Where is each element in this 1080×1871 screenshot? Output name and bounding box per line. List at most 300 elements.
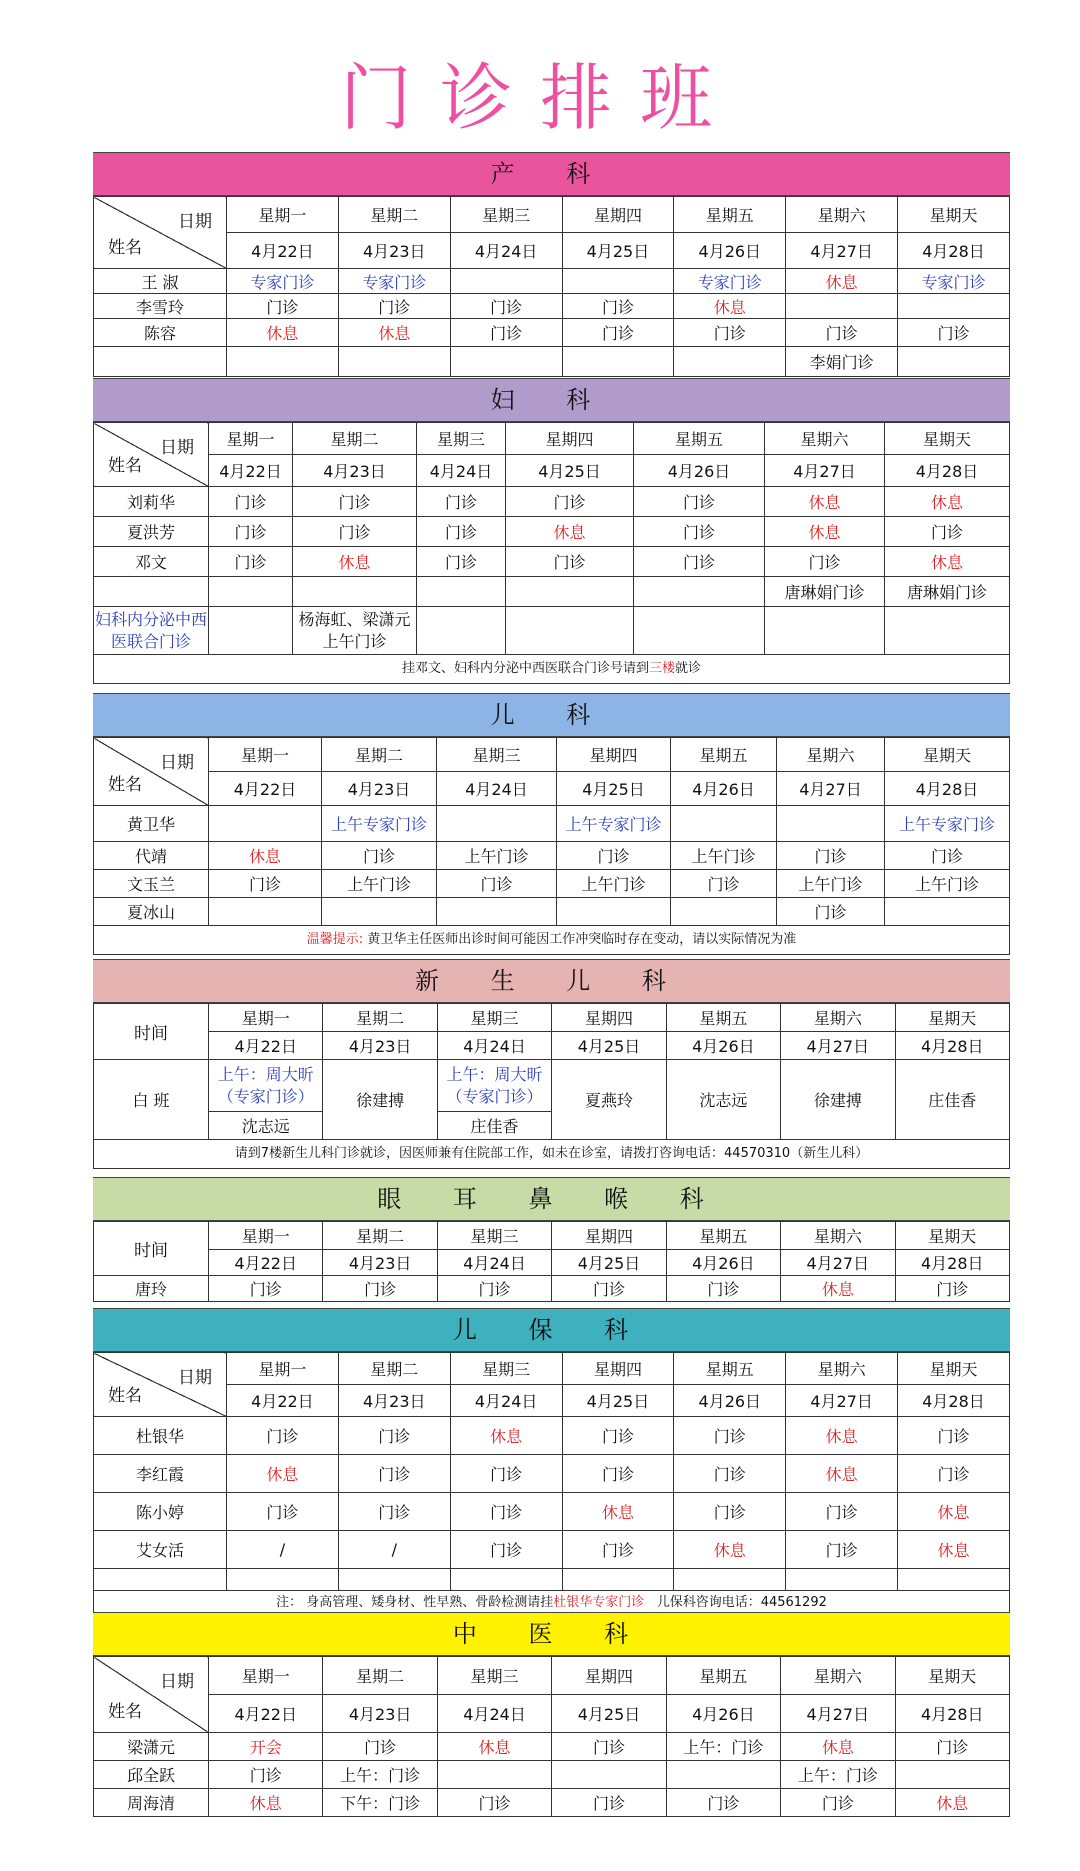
schedule-cell (506, 607, 634, 655)
date-header: 4月27日 (781, 1032, 895, 1060)
day-header: 星期一 (209, 738, 322, 772)
schedule-cell: 专家门诊 (227, 269, 339, 294)
schedule-cell: 休息 (674, 1531, 786, 1569)
schedule-cell: 上午门诊 (322, 870, 437, 898)
table-row (94, 517, 1010, 547)
schedule-cell: 门诊 (338, 294, 450, 319)
schedule-cell (674, 347, 786, 377)
schedule-cell: / (227, 1531, 339, 1569)
schedule-cell: 门诊 (562, 1417, 674, 1455)
date-header: 4月28日 (898, 1385, 1010, 1417)
schedule-cell: 门诊 (552, 1789, 666, 1817)
date-label: 日期 (160, 753, 194, 773)
schedule-cell (209, 607, 293, 655)
date-header: 4月26日 (634, 455, 765, 487)
schedule-cell: 休息 (562, 1493, 674, 1531)
schedule-cell (557, 898, 671, 926)
doctor-name: 文玉兰 (94, 870, 209, 898)
table-row (94, 842, 1010, 870)
schedule-cell: 门诊 (898, 1417, 1010, 1455)
schedule-cell: 门诊 (671, 870, 777, 898)
schedule-cell: 门诊 (209, 1276, 323, 1302)
schedule-cell: 夏燕玲 (552, 1060, 666, 1140)
doctor-name: 陈小婷 (94, 1493, 227, 1531)
schedule-cell: 门诊 (562, 1455, 674, 1493)
day-header: 星期天 (895, 1657, 1009, 1695)
date-header: 4月25日 (552, 1695, 666, 1733)
doctor-name: 王 淑 (94, 269, 227, 294)
note-highlight: 杜银华专家门诊 (553, 1595, 645, 1610)
schedule-cell: 上午专家门诊 (885, 806, 1010, 842)
header-corner (94, 197, 227, 269)
schedule-cell: 门诊 (885, 517, 1010, 547)
section-xinsheng (93, 959, 1010, 1169)
schedule-cell: 休息 (895, 1789, 1009, 1817)
section-note (93, 655, 1010, 684)
schedule-cell: 休息 (450, 1417, 562, 1455)
date-header: 4月28日 (895, 1032, 1009, 1060)
date-header: 4月24日 (437, 1250, 551, 1276)
table-row (94, 898, 1010, 926)
header-corner (94, 738, 209, 806)
schedule-cell (417, 607, 506, 655)
schedule-cell: 门诊 (209, 487, 293, 517)
day-header: 星期四 (506, 423, 634, 455)
table-row (94, 1276, 1010, 1302)
schedule-cell (765, 607, 885, 655)
schedule-cell: 门诊 (437, 870, 557, 898)
doctor-name (94, 347, 227, 377)
day-header: 星期四 (562, 1353, 674, 1385)
schedule-cell: 门诊 (562, 294, 674, 319)
schedule-cell (450, 1569, 562, 1591)
day-header: 星期一 (209, 1004, 323, 1032)
table-row (94, 294, 1010, 319)
schedule-cell: 门诊 (674, 1417, 786, 1455)
date-header: 4月24日 (417, 455, 506, 487)
day-header: 星期五 (674, 1353, 786, 1385)
schedule-cell (898, 347, 1010, 377)
date-header: 4月27日 (777, 772, 885, 806)
schedule-cell: 门诊 (209, 1761, 323, 1789)
schedule-cell: 门诊 (227, 1493, 339, 1531)
schedule-cell: 门诊 (293, 487, 417, 517)
day-header: 星期四 (557, 738, 671, 772)
schedule-cell: 李娟门诊 (786, 347, 898, 377)
doctor-name: 邓文 (94, 547, 209, 577)
schedule-cell: 唐琳娟门诊 (765, 577, 885, 607)
schedule-cell (562, 269, 674, 294)
date-header: 4月26日 (674, 1385, 786, 1417)
date-header: 4月22日 (227, 1385, 339, 1417)
schedule-cell: 休息 (885, 547, 1010, 577)
day-header: 星期三 (450, 1353, 562, 1385)
schedule-cell: 门诊 (666, 1789, 780, 1817)
schedule-cell (450, 269, 562, 294)
schedule-cell (437, 898, 557, 926)
day-header: 星期四 (552, 1657, 666, 1695)
name-label: 姓名 (108, 775, 142, 795)
day-header: 星期三 (437, 1657, 551, 1695)
section-erke (93, 693, 1010, 955)
doctor-name: 梁潇元 (94, 1733, 209, 1761)
day-header: 星期二 (338, 197, 450, 233)
schedule-cell: 门诊 (777, 898, 885, 926)
schedule-cell (895, 1761, 1009, 1789)
shift-label: 白 班 (94, 1060, 209, 1140)
section-title-bar: 眼 耳 鼻 喉 科 (93, 1177, 1010, 1221)
schedule-cell: 门诊 (786, 319, 898, 347)
doctor-name: 邱全跃 (94, 1761, 209, 1789)
doctor-name: 艾女活 (94, 1531, 227, 1569)
date-header: 4月28日 (885, 455, 1010, 487)
day-header: 星期六 (786, 197, 898, 233)
doctor-name: 李雪玲 (94, 294, 227, 319)
table-row (94, 487, 1010, 517)
day-header: 星期三 (437, 738, 557, 772)
note-text: 注： 身高管理、矮身材、性早熟、骨龄检测请挂 (276, 1595, 554, 1610)
day-header: 星期三 (437, 1004, 551, 1032)
schedule-cell: 休息 (227, 319, 339, 347)
name-label: 姓名 (108, 238, 142, 258)
schedule-cell: 门诊 (450, 1455, 562, 1493)
schedule-cell: 休息 (227, 1455, 339, 1493)
special-clinic-cell: 杨海虹、梁潇元上午门诊 (293, 607, 417, 655)
schedule-cell: 门诊 (209, 547, 293, 577)
schedule-cell: 专家门诊 (338, 269, 450, 294)
date-header: 4月27日 (786, 233, 898, 269)
section-fuke (93, 378, 1010, 684)
table-row (94, 547, 1010, 577)
schedule-cell (209, 806, 322, 842)
schedule-cell: 门诊 (338, 1493, 450, 1531)
schedule-cell: 门诊 (450, 319, 562, 347)
day-header: 星期二 (293, 423, 417, 455)
special-clinic-name: 妇科内分泌中西医联合门诊 (94, 607, 209, 655)
section-eyent (93, 1177, 1010, 1302)
schedule-cell: 门诊 (227, 294, 339, 319)
schedule-cell: 门诊 (293, 517, 417, 547)
schedule-cell (506, 577, 634, 607)
doctor-name: 周海清 (94, 1789, 209, 1817)
day-header: 星期五 (666, 1657, 780, 1695)
schedule-cell: 休息 (674, 294, 786, 319)
date-header: 4月24日 (450, 233, 562, 269)
schedule-cell: 上午专家门诊 (322, 806, 437, 842)
schedule-table (93, 737, 1010, 926)
schedule-cell: 门诊 (898, 319, 1010, 347)
schedule-cell: 休息 (786, 1417, 898, 1455)
table-row (94, 1733, 1010, 1761)
day-header: 星期一 (209, 1222, 323, 1250)
schedule-cell: 门诊 (634, 487, 765, 517)
doctor-name: 夏洪芳 (94, 517, 209, 547)
date-header: 4月23日 (293, 455, 417, 487)
schedule-cell: 上午门诊 (885, 870, 1010, 898)
schedule-cell: 门诊 (450, 294, 562, 319)
schedule-cell: 上午：门诊 (781, 1761, 895, 1789)
schedule-cell (437, 1761, 551, 1789)
schedule-cell: 休息 (786, 269, 898, 294)
date-header: 4月23日 (323, 1695, 437, 1733)
schedule-cell: 门诊 (417, 547, 506, 577)
date-header: 4月26日 (666, 1695, 780, 1733)
schedule-cell: 门诊 (895, 1733, 1009, 1761)
schedule-table (93, 1656, 1010, 1817)
schedule-cell: 门诊 (895, 1276, 1009, 1302)
note-text: 就诊 (675, 661, 702, 676)
schedule-cell (562, 1569, 674, 1591)
schedule-cell: 上午：周大昕（专家门诊） (437, 1060, 551, 1112)
section-title-bar: 新 生 儿 科 (93, 959, 1010, 1003)
date-header: 4月28日 (895, 1695, 1009, 1733)
date-header: 4月25日 (562, 1385, 674, 1417)
date-header: 4月22日 (209, 1695, 323, 1733)
header-corner (94, 1657, 209, 1733)
schedule-cell: 休息 (506, 517, 634, 547)
schedule-cell (786, 294, 898, 319)
day-header: 星期三 (450, 197, 562, 233)
schedule-cell: 门诊 (227, 1417, 339, 1455)
schedule-cell (209, 577, 293, 607)
schedule-cell: 庄佳香 (895, 1060, 1009, 1140)
date-label: 日期 (178, 1368, 212, 1388)
schedule-cell: 门诊 (562, 319, 674, 347)
schedule-cell: 门诊 (450, 1531, 562, 1569)
schedule-cell (786, 1569, 898, 1591)
doctor-name: 黄卫华 (94, 806, 209, 842)
schedule-cell: 门诊 (786, 1531, 898, 1569)
day-header: 星期四 (552, 1004, 666, 1032)
schedule-cell: 唐琳娟门诊 (885, 577, 1010, 607)
schedule-cell: 门诊 (634, 517, 765, 547)
day-header: 星期五 (674, 197, 786, 233)
schedule-cell: 门诊 (786, 1493, 898, 1531)
schedule-cell (885, 607, 1010, 655)
section-title-bar: 产 科 (93, 152, 1010, 196)
day-header: 星期二 (323, 1657, 437, 1695)
schedule-cell (552, 1761, 666, 1789)
day-header: 星期六 (765, 423, 885, 455)
schedule-cell: 门诊 (322, 842, 437, 870)
schedule-cell (437, 806, 557, 842)
time-label: 时间 (94, 1004, 209, 1060)
schedule-cell: 门诊 (781, 1789, 895, 1817)
schedule-cell: 下午：门诊 (323, 1789, 437, 1817)
schedule-cell: 门诊 (777, 842, 885, 870)
schedule-cell: 沈志远 (666, 1060, 780, 1140)
schedule-cell: 门诊 (323, 1733, 437, 1761)
doctor-name: 刘莉华 (94, 487, 209, 517)
schedule-cell: 门诊 (885, 842, 1010, 870)
note-highlight: 三楼 (648, 661, 675, 676)
schedule-cell: 上午门诊 (557, 870, 671, 898)
schedule-cell (209, 898, 322, 926)
doctor-name: 李红霞 (94, 1455, 227, 1493)
schedule-cell: 门诊 (898, 1455, 1010, 1493)
schedule-cell: 上午：门诊 (666, 1733, 780, 1761)
schedule-cell: 门诊 (437, 1276, 551, 1302)
day-header: 星期天 (885, 423, 1010, 455)
header-corner (94, 1353, 227, 1417)
schedule-table (93, 196, 1010, 377)
date-header: 4月24日 (437, 772, 557, 806)
date-header: 4月25日 (557, 772, 671, 806)
schedule-cell (562, 347, 674, 377)
day-header: 星期一 (209, 1657, 323, 1695)
schedule-cell (674, 1569, 786, 1591)
date-header: 4月24日 (437, 1695, 551, 1733)
day-header: 星期三 (417, 423, 506, 455)
schedule-cell: 门诊 (209, 870, 322, 898)
section-chanke (93, 152, 1010, 377)
schedule-table (93, 1003, 1010, 1140)
day-header: 星期一 (209, 423, 293, 455)
schedule-cell: 门诊 (450, 1493, 562, 1531)
schedule-cell: 休息 (437, 1733, 551, 1761)
schedule-table (93, 1221, 1010, 1302)
day-header: 星期五 (666, 1004, 780, 1032)
name-label: 姓名 (108, 1386, 142, 1406)
schedule-cell (227, 347, 339, 377)
schedule-cell: 休息 (786, 1455, 898, 1493)
table-row (94, 1417, 1010, 1455)
table-row (94, 1493, 1010, 1531)
doctor-name: 陈容 (94, 319, 227, 347)
day-header: 星期四 (562, 197, 674, 233)
schedule-cell: 门诊 (506, 487, 634, 517)
date-header: 4月23日 (323, 1032, 437, 1060)
table-row (94, 806, 1010, 842)
day-header: 星期二 (323, 1222, 437, 1250)
table-row (94, 319, 1010, 347)
doctor-name (94, 1569, 227, 1591)
section-title-bar: 儿 科 (93, 693, 1010, 737)
date-header: 4月25日 (562, 233, 674, 269)
schedule-cell: 专家门诊 (898, 269, 1010, 294)
date-header: 4月22日 (209, 455, 293, 487)
schedule-cell: 上午：周大昕（专家门诊） (209, 1060, 323, 1112)
schedule-cell: 专家门诊 (674, 269, 786, 294)
date-header: 4月28日 (898, 233, 1010, 269)
schedule-cell: 门诊 (557, 842, 671, 870)
schedule-cell: 休息 (898, 1493, 1010, 1531)
schedule-cell: 徐建搏 (323, 1060, 437, 1140)
section-zhongyi (93, 1612, 1010, 1817)
date-header: 4月27日 (765, 455, 885, 487)
day-header: 星期天 (895, 1222, 1009, 1250)
day-header: 星期五 (666, 1222, 780, 1250)
day-header: 星期天 (898, 197, 1010, 233)
name-label: 姓名 (108, 1702, 142, 1722)
day-header: 星期五 (671, 738, 777, 772)
date-label: 日期 (178, 212, 212, 232)
schedule-cell: 门诊 (765, 547, 885, 577)
date-header: 4月27日 (781, 1695, 895, 1733)
date-header: 4月28日 (885, 772, 1010, 806)
schedule-cell: 门诊 (634, 547, 765, 577)
date-header: 4月22日 (227, 233, 339, 269)
schedule-cell: 徐建搏 (781, 1060, 895, 1140)
section-title-bar: 儿 保 科 (93, 1308, 1010, 1352)
day-header: 星期四 (552, 1222, 666, 1250)
schedule-cell (322, 898, 437, 926)
schedule-cell: 休息 (781, 1276, 895, 1302)
schedule-cell (634, 577, 765, 607)
schedule-cell: 开会 (209, 1733, 323, 1761)
day-header: 星期三 (437, 1222, 551, 1250)
day-header: 星期六 (786, 1353, 898, 1385)
schedule-cell: 门诊 (417, 517, 506, 547)
section-title-bar: 中 医 科 (93, 1612, 1010, 1656)
schedule-cell: 沈志远 (209, 1112, 323, 1140)
day-header: 星期六 (781, 1004, 895, 1032)
date-header: 4月28日 (895, 1250, 1009, 1276)
schedule-cell: 门诊 (209, 517, 293, 547)
schedule-cell: 上午门诊 (437, 842, 557, 870)
date-header: 4月25日 (552, 1032, 666, 1060)
schedule-cell: 上午专家门诊 (557, 806, 671, 842)
schedule-cell (227, 1569, 339, 1591)
date-header: 4月22日 (209, 1250, 323, 1276)
schedule-cell: 休息 (765, 487, 885, 517)
table-row (94, 1789, 1010, 1817)
schedule-cell (898, 294, 1010, 319)
schedule-cell: 庄佳香 (437, 1112, 551, 1140)
day-header: 星期天 (895, 1004, 1009, 1032)
schedule-cell: 门诊 (674, 1455, 786, 1493)
schedule-cell: 门诊 (562, 1531, 674, 1569)
date-header: 4月23日 (338, 233, 450, 269)
schedule-cell: 休息 (898, 1531, 1010, 1569)
schedule-cell: 门诊 (552, 1276, 666, 1302)
date-header: 4月22日 (209, 772, 322, 806)
page-title: 门诊排班 (339, 56, 740, 140)
day-header: 星期二 (338, 1353, 450, 1385)
table-row (94, 269, 1010, 294)
day-header: 星期六 (781, 1222, 895, 1250)
schedule-cell (417, 577, 506, 607)
schedule-cell: 门诊 (674, 319, 786, 347)
time-label: 时间 (94, 1222, 209, 1276)
note-text: 黄卫华主任医师出诊时间可能因工作冲突临时存在变动，请以实际情况为准 (367, 932, 797, 947)
date-header: 4月24日 (450, 1385, 562, 1417)
schedule-table (93, 1352, 1010, 1591)
schedule-cell: 门诊 (417, 487, 506, 517)
schedule-cell: 休息 (209, 1789, 323, 1817)
schedule-cell (671, 898, 777, 926)
schedule-cell: 门诊 (338, 1455, 450, 1493)
section-note: 请到7楼新生儿科门诊就诊，因医师兼有住院部工作，如未在诊室，请拨打咨询电话：44570310（新生儿科） (93, 1140, 1010, 1169)
table-row (94, 1761, 1010, 1789)
schedule-cell: 门诊 (674, 1493, 786, 1531)
note-text: 儿保科咨询电话：44561292 (656, 1595, 827, 1610)
note-text: 挂邓文、妇科内分泌中西医联合门诊号请到 (401, 661, 649, 676)
schedule-cell (338, 1569, 450, 1591)
schedule-cell: 休息 (338, 319, 450, 347)
table-row (94, 347, 1010, 377)
schedule-cell: 休息 (885, 487, 1010, 517)
schedule-cell (338, 347, 450, 377)
table-row (94, 1455, 1010, 1493)
date-header: 4月27日 (786, 1385, 898, 1417)
table-row (94, 870, 1010, 898)
date-label: 日期 (160, 1672, 194, 1692)
date-header: 4月26日 (666, 1032, 780, 1060)
date-header: 4月23日 (338, 1385, 450, 1417)
section-erbao (93, 1308, 1010, 1616)
schedule-cell: 门诊 (323, 1276, 437, 1302)
